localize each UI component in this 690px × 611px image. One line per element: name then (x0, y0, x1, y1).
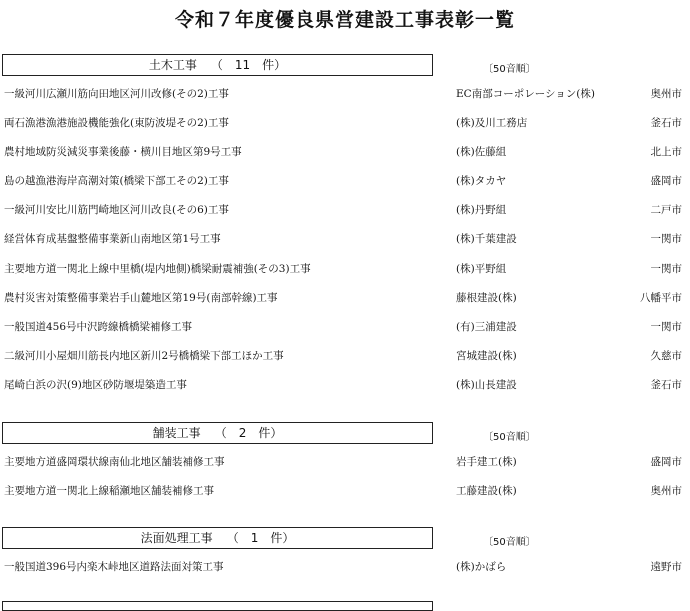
city-name: 久慈市 (650, 350, 682, 362)
company-name: EC南部コーポレーション(株) (456, 88, 595, 100)
table-row (0, 173, 690, 189)
table-row (0, 115, 690, 131)
work-name: 一般国道396号内楽木峠地区道路法面対策工事 (4, 561, 224, 573)
table-row (0, 454, 690, 470)
work-name: 一級河川安比川筋門崎地区河川改良(その6)工事 (4, 204, 229, 216)
company-name: (株)かばら (456, 561, 507, 573)
work-name: 農村地域防災減災事業後藤・横川目地区第9号工事 (4, 146, 242, 158)
work-name: 両石漁港漁港施設機能強化(東防波堤その2)工事 (4, 117, 229, 129)
city-name: 二戸市 (650, 204, 682, 216)
company-name: (有)三浦建設 (456, 321, 517, 333)
company-name: (株)千葉建設 (456, 233, 517, 245)
city-name: 遠野市 (650, 561, 682, 573)
city-name: 一関市 (650, 233, 682, 245)
category-count: （ 1 件） (226, 531, 295, 545)
work-name: 島の越漁港海岸高潮対策(橋梁下部工その2)工事 (4, 175, 229, 187)
company-name: 岩手建工(株) (456, 456, 517, 468)
table-row (0, 377, 690, 393)
company-name: 工藤建設(株) (456, 485, 517, 497)
city-name: 釜石市 (650, 117, 682, 129)
order-note: 〔50音順〕 (483, 64, 536, 75)
work-name: 農村災害対策整備事業岩手山麓地区第19号(南部幹線)工事 (4, 292, 278, 304)
city-name: 八幡平市 (640, 292, 682, 304)
city-name: 一関市 (650, 263, 682, 275)
category-header-next (2, 601, 433, 611)
table-row (0, 290, 690, 306)
order-note: 〔50音順〕 (483, 432, 536, 443)
category-name: 舗装工事 (152, 426, 201, 440)
work-name: 主要地方道盛岡環状線南仙北地区舗装補修工事 (4, 456, 225, 468)
city-name: 釜石市 (650, 379, 682, 391)
work-name: 二級河川小屋畑川筋長内地区新川2号橋橋梁下部工ほか工事 (4, 350, 284, 362)
company-name: (株)及川工務店 (456, 117, 528, 129)
work-name: 一般国道456号中沢跨線橋橋梁補修工事 (4, 321, 193, 333)
work-name: 主要地方道一関北上線稲瀬地区舗装補修工事 (4, 485, 214, 497)
company-name: (株)山長建設 (456, 379, 517, 391)
company-name: (株)平野組 (456, 263, 507, 275)
work-name: 経営体育成基盤整備事業新山南地区第1号工事 (4, 233, 221, 245)
table-row (0, 202, 690, 218)
table-row (0, 261, 690, 277)
city-name: 奥州市 (650, 485, 682, 497)
city-name: 北上市 (650, 146, 682, 158)
page-title: 令和７年度優良県営建設工事表彰一覧 (174, 9, 515, 31)
city-name: 盛岡市 (650, 175, 682, 187)
table-row (0, 231, 690, 247)
category-count: （ 2 件） (214, 426, 283, 440)
category-count: （ 11 件） (210, 58, 287, 72)
company-name: (株)丹野組 (456, 204, 507, 216)
table-row (0, 348, 690, 364)
order-note: 〔50音順〕 (483, 537, 536, 548)
work-name: 主要地方道一関北上線中里橋(堤内地側)橋梁耐震補強(その3)工事 (4, 263, 311, 275)
table-row (0, 144, 690, 160)
category-name: 法面処理工事 (140, 531, 213, 545)
city-name: 一関市 (650, 321, 682, 333)
category-header-civil (2, 54, 433, 76)
table-row (0, 319, 690, 335)
category-header-paving (2, 422, 433, 444)
table-row (0, 559, 690, 575)
table-row (0, 483, 690, 499)
category-name: 土木工事 (148, 58, 197, 72)
company-name: (株)タカヤ (456, 175, 507, 187)
category-header-slope (2, 527, 433, 549)
table-row (0, 86, 690, 102)
work-name: 一級河川広瀬川筋向田地区河川改修(その2)工事 (4, 88, 229, 100)
city-name: 奥州市 (650, 88, 682, 100)
company-name: (株)佐藤組 (456, 146, 507, 158)
company-name: 藤根建設(株) (456, 292, 517, 304)
work-name: 尾崎白浜の沢(9)地区砂防堰堤築造工事 (4, 379, 187, 391)
city-name: 盛岡市 (650, 456, 682, 468)
company-name: 宮城建設(株) (456, 350, 517, 362)
